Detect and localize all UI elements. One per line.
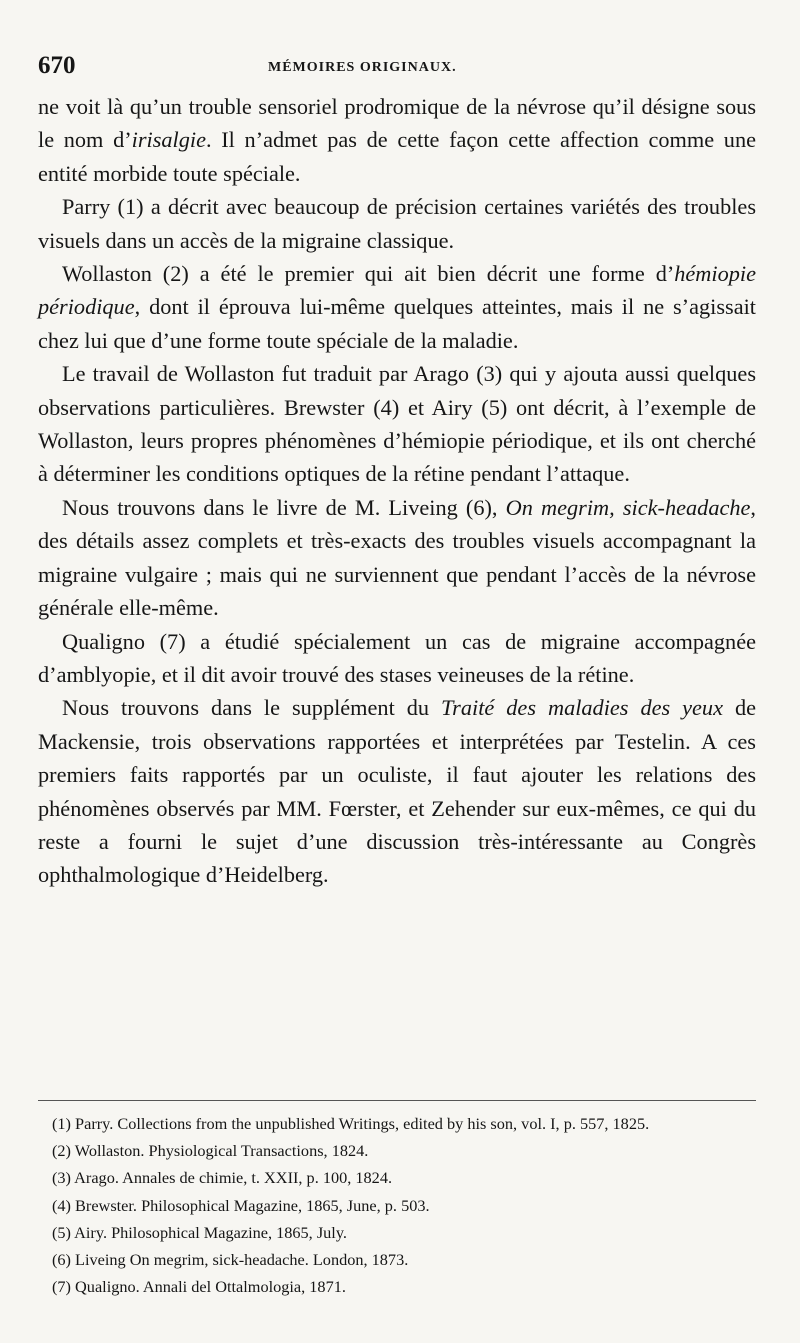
- text-segment: Nous trouvons dans le supplément du: [62, 695, 442, 721]
- paragraph: [38, 625, 756, 692]
- text-segment: Nous trouvons dans le livre de M. Liveing (6),: [62, 494, 506, 520]
- footnote: (5) Airy. Philosophical Magazine, 1865, July.: [52, 1222, 347, 1242]
- italic-text: On megrim, sick-headache: [505, 494, 751, 520]
- page-header: [38, 52, 756, 84]
- text-segment: Le travail de Wollaston fut traduit par Arago (3) qui y ajouta aussi quelques observations particulières. Brewster (4) et Airy (5) ont décrit, à l’exemple de Wollaston, leurs propres phénomènes d’hémiopie périodique, et ils ont cherché à déterminer les conditions optiques de la rétine pendant l’attaque.: [38, 361, 756, 487]
- text-segment: de Mackensie, trois observations rapportées et interprétées par Testelin. A ces premiers faits rapportés par un oculiste, il faut ajouter les relations des phénomènes observés par MM. Fœrster, et Zehender sur eux-mêmes, ce qui du reste a fourni le sujet d’une discussion très-intéressante au Congrès ophthalmologique d’Heidelberg.: [38, 695, 757, 888]
- footnote-divider: [38, 1100, 756, 1101]
- text-segment: ne voit là qu’un trouble sensoriel prodromique de la névrose qu’il désigne sous le nom d’: [38, 94, 756, 153]
- footnotes: [38, 1110, 756, 1300]
- text-segment: Wollaston (2) a été le premier qui ait bien décrit une forme d’: [62, 261, 675, 287]
- running-head: MÉMOIRES ORIGINAUX.: [268, 60, 457, 75]
- text-segment: Parry (1) a décrit avec beaucoup de précision certaines variétés des troubles visuels dans un accès de la migraine classique.: [38, 194, 756, 253]
- footnote: (1) Parry. Collections from the unpublished Writings, edited by his son, vol. I, p. 557, 1825.: [52, 1114, 650, 1133]
- footnote: (6) Liveing On megrim, sick-headache. London, 1873.: [52, 1250, 409, 1270]
- paragraph: [38, 190, 756, 257]
- footnote: (2) Wollaston. Physiological Transactions, 1824.: [52, 1141, 369, 1161]
- page-number: 670: [38, 52, 76, 79]
- paragraph: [38, 257, 756, 357]
- text-segment: , dont il éprouva lui-même quelques atteintes, mais il ne s’agissait chez lui que d’une forme toute spéciale de la maladie.: [38, 294, 756, 353]
- text-segment: , des détails assez complets et très-exacts des troubles visuels accompagnant la migraine vulgaire ; mais qui ne surviennent que pendant l’accès de la névrose générale elle-même.: [38, 494, 756, 621]
- paragraph: [38, 491, 756, 625]
- paragraph: [38, 90, 756, 190]
- body-text: [38, 90, 756, 892]
- italic-text: hémiopie périodique: [38, 261, 756, 320]
- text-segment: Qualigno (7) a étudié spécialement un cas de migraine accompagnée d’amblyopie, et il dit avoir trouvé des stases veineuses de la rétine.: [38, 628, 756, 687]
- footnote: (3) Arago. Annales de chimie, t. XXII, p. 100, 1824.: [52, 1168, 393, 1188]
- italic-text: irisalgie: [131, 127, 206, 153]
- paragraph: [38, 357, 756, 491]
- text-segment: . Il n’admet pas de cette façon cette affection comme une entité morbide toute spéciale.: [38, 127, 756, 186]
- footnote: (7) Qualigno. Annali del Ottalmologia, 1871.: [52, 1277, 346, 1297]
- italic-text: Traité des maladies des yeux: [441, 695, 723, 721]
- footnote: (4) Brewster. Philosophical Magazine, 1865, June, p. 503.: [52, 1195, 430, 1215]
- paragraph: [38, 691, 756, 891]
